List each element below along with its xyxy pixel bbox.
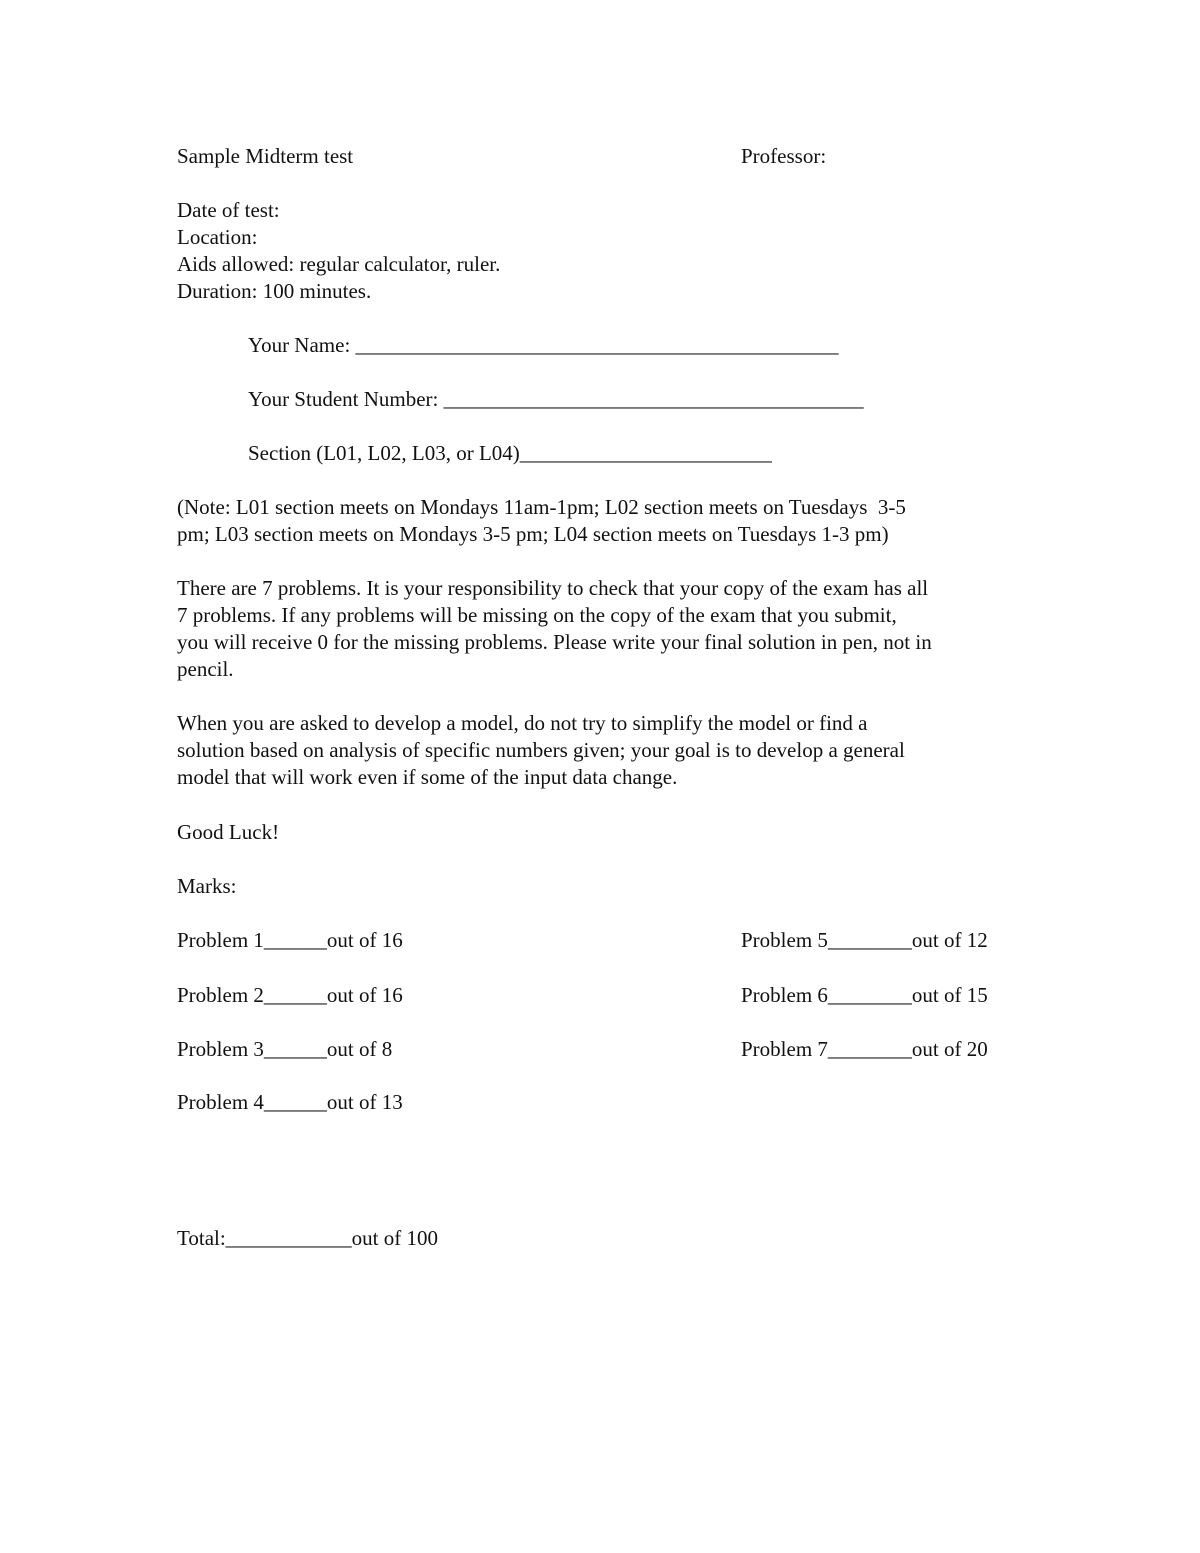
problem-7-mark: Problem 7________out of 20 — [741, 1037, 988, 1061]
student-number-field[interactable]: Your Student Number: ________________________________________ — [248, 387, 864, 411]
instructions-line: There are 7 problems. It is your responsibility to check that your copy of the exam has all — [177, 576, 929, 600]
section-field[interactable]: Section (L01, L02, L03, or L04)________________________ — [248, 441, 772, 465]
page-title: Sample Midterm test — [177, 144, 354, 168]
problem-6-mark: Problem 6________out of 15 — [741, 983, 988, 1007]
instructions-line: you will receive 0 for the missing problems. Please write your final solution in pen, not in — [177, 630, 932, 654]
instructions-line: 7 problems. If any problems will be missing on the copy of the exam that you submit, — [177, 603, 897, 627]
problem-1-mark: Problem 1______out of 16 — [177, 928, 403, 952]
instructions-line: pencil. — [177, 657, 234, 681]
instructions-paragraph — [177, 575, 1037, 683]
problem-5-mark: Problem 5________out of 12 — [741, 928, 988, 952]
note-line: pm; L03 section meets on Mondays 3-5 pm; L04 section meets on Tuesdays 1-3 pm) — [177, 522, 889, 546]
problem-3-mark: Problem 3______out of 8 — [177, 1037, 393, 1061]
location-label: Location: — [177, 225, 258, 249]
model-note-line: When you are asked to develop a model, do not try to simplify the model or find a — [177, 711, 868, 735]
model-instructions-paragraph — [177, 710, 1037, 791]
total-mark: Total:____________out of 100 — [177, 1226, 439, 1250]
duration-text: Duration: 100 minutes. — [177, 279, 372, 303]
note-line: (Note: L01 section meets on Mondays 11am-1pm; L02 section meets on Tuesdays 3-5 — [177, 495, 906, 519]
model-note-line: solution based on analysis of specific numbers given; your goal is to develop a general — [177, 738, 905, 762]
marks-label: Marks: — [177, 874, 237, 898]
name-field[interactable]: Your Name: ______________________________________________ — [248, 333, 839, 357]
aids-allowed-text: Aids allowed: regular calculator, ruler. — [177, 252, 501, 276]
section-schedule-note — [177, 494, 1037, 548]
model-note-line: model that will work even if some of the input data change. — [177, 765, 678, 789]
professor-label: Professor: — [741, 144, 827, 168]
date-of-test-label: Date of test: — [177, 198, 280, 222]
problem-4-mark: Problem 4______out of 13 — [177, 1090, 403, 1114]
good-luck-text: Good Luck! — [177, 820, 280, 844]
problem-2-mark: Problem 2______out of 16 — [177, 983, 403, 1007]
